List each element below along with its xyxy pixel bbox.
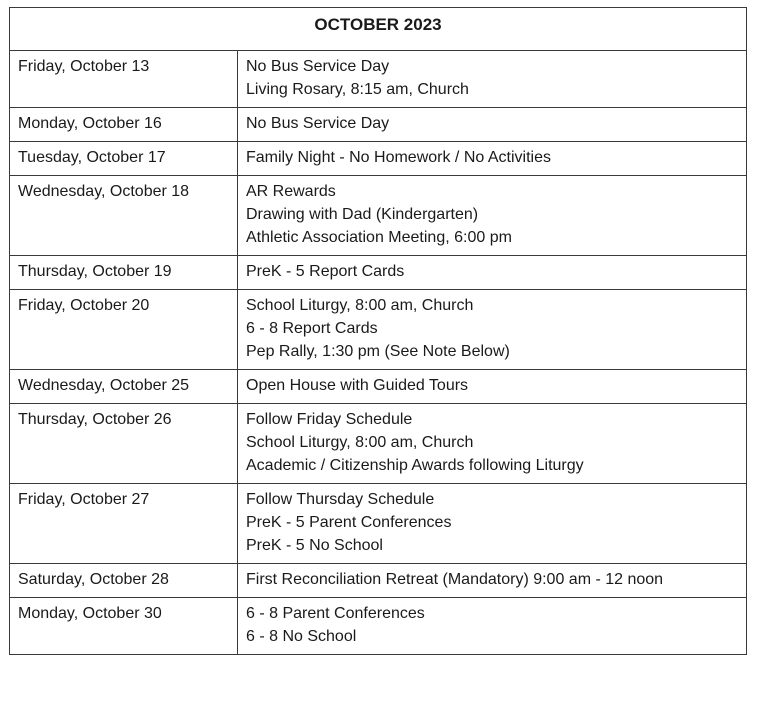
event-item: Academic / Citizenship Awards following Liturgy — [246, 457, 584, 474]
event-date: Friday, October 27 — [18, 491, 150, 508]
event-item: Drawing with Dad (Kindergarten) — [246, 206, 479, 223]
table-row — [10, 51, 747, 108]
events-cell — [238, 176, 747, 256]
event-item: School Liturgy, 8:00 am, Church — [246, 434, 474, 451]
events-cell — [238, 108, 747, 142]
event-item: Pep Rally, 1:30 pm (See Note Below) — [246, 343, 510, 360]
event-date: Thursday, October 26 — [18, 411, 172, 428]
event-date: Monday, October 16 — [18, 115, 162, 132]
calendar-title: OCTOBER 2023 — [10, 8, 747, 51]
table-row — [10, 176, 747, 256]
event-item: PreK - 5 No School — [246, 537, 383, 554]
events-cell — [238, 598, 747, 655]
date-cell — [10, 564, 238, 598]
events-cell — [238, 51, 747, 108]
date-cell — [10, 290, 238, 370]
event-item: Follow Friday Schedule — [246, 411, 413, 428]
table-row — [10, 484, 747, 564]
event-item: No Bus Service Day — [246, 115, 390, 132]
event-date: Tuesday, October 17 — [18, 149, 166, 166]
event-item: Follow Thursday Schedule — [246, 491, 435, 508]
date-cell — [10, 256, 238, 290]
event-item: PreK - 5 Report Cards — [246, 263, 405, 280]
event-date: Thursday, October 19 — [18, 263, 172, 280]
event-date: Friday, October 13 — [18, 58, 150, 75]
date-cell — [10, 484, 238, 564]
event-item: 6 - 8 No School — [246, 628, 357, 645]
events-cell — [238, 256, 747, 290]
table-row — [10, 404, 747, 484]
date-cell — [10, 176, 238, 256]
event-date: Friday, October 20 — [18, 297, 150, 314]
events-cell — [238, 564, 747, 598]
event-item: Family Night - No Homework / No Activities — [246, 149, 551, 166]
event-item: 6 - 8 Report Cards — [246, 320, 378, 337]
title-row — [10, 8, 747, 51]
calendar-body — [10, 51, 747, 655]
event-item: AR Rewards — [246, 183, 336, 200]
event-item: School Liturgy, 8:00 am, Church — [246, 297, 474, 314]
event-item: Athletic Association Meeting, 6:00 pm — [246, 229, 512, 246]
events-cell — [238, 142, 747, 176]
calendar-table — [9, 7, 747, 655]
date-cell — [10, 598, 238, 655]
table-row — [10, 598, 747, 655]
event-item: 6 - 8 Parent Conferences — [246, 605, 425, 622]
event-date: Wednesday, October 25 — [18, 377, 190, 394]
table-row — [10, 290, 747, 370]
event-date: Monday, October 30 — [18, 605, 162, 622]
table-row — [10, 256, 747, 290]
event-item: First Reconciliation Retreat (Mandatory) 9:00 am - 12 noon — [246, 571, 664, 588]
date-cell — [10, 108, 238, 142]
table-row — [10, 108, 747, 142]
date-cell — [10, 404, 238, 484]
date-cell — [10, 51, 238, 108]
event-date: Wednesday, October 18 — [18, 183, 190, 200]
event-item: No Bus Service Day — [246, 58, 390, 75]
event-date: Saturday, October 28 — [18, 571, 169, 588]
table-row — [10, 564, 747, 598]
event-item: Open House with Guided Tours — [246, 377, 469, 394]
table-row — [10, 370, 747, 404]
events-cell — [238, 404, 747, 484]
table-row — [10, 142, 747, 176]
events-cell — [238, 484, 747, 564]
date-cell — [10, 370, 238, 404]
events-cell — [238, 290, 747, 370]
date-cell — [10, 142, 238, 176]
events-cell — [238, 370, 747, 404]
event-item: PreK - 5 Parent Conferences — [246, 514, 452, 531]
event-item: Living Rosary, 8:15 am, Church — [246, 81, 469, 98]
